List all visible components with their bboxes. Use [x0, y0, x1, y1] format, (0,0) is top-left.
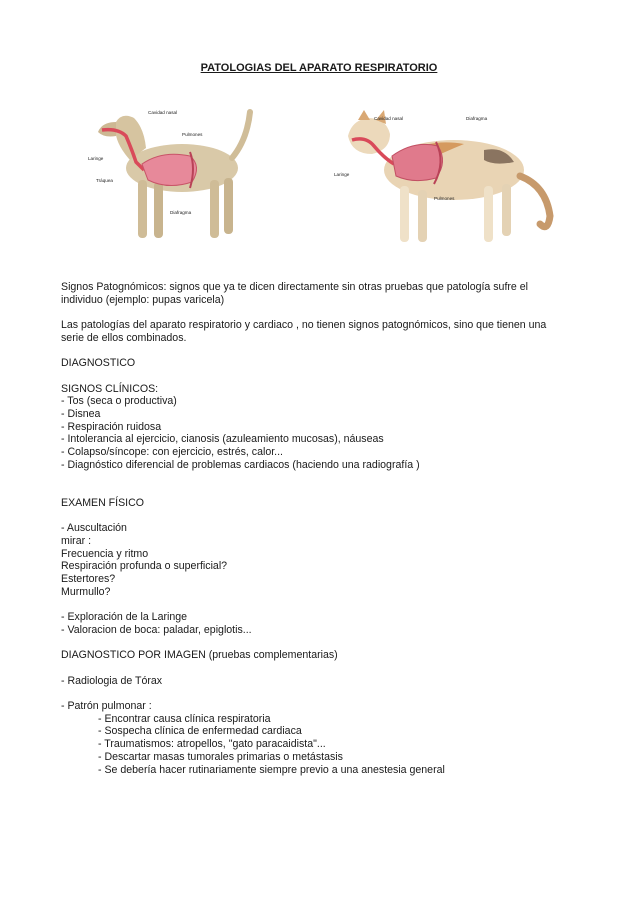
patologias-paragraph	[61, 319, 581, 344]
list-item: - Traumatismos: atropellos, "gato paracaidista"...	[98, 738, 326, 751]
text-line: - Auscultación	[61, 522, 127, 535]
dog-label-cavidad-nasal: Cavidad nasal	[148, 110, 178, 115]
list-item: - Se debería hacer rutinariamente siempre previo a una anestesia general	[98, 763, 445, 776]
signos-paragraph	[61, 281, 581, 306]
document-body	[61, 281, 581, 776]
text-line: Frecuencia y ritmo	[61, 547, 149, 560]
examen-fisico-heading: EXAMEN FÍSICO	[61, 496, 144, 509]
text-line: - Exploración de la Laringe	[61, 611, 188, 624]
page-title: PATOLOGIAS DEL APARATO RESPIRATORIO	[200, 62, 438, 74]
dog-label-pulmones: Pulmones	[182, 132, 203, 137]
diagnostico-imagen-heading: DIAGNOSTICO POR IMAGEN (pruebas complementarias)	[61, 649, 338, 662]
signos-clinicos-heading: SIGNOS CLÍNICOS:	[61, 382, 159, 395]
list-item: - Colapso/síncope: con ejercicio, estrés, calor...	[61, 446, 283, 459]
dog-label-laringe: Laringe	[88, 156, 104, 161]
cat-label-diafragma: Diafragma	[466, 116, 488, 121]
signos-clinicos-list	[61, 395, 581, 471]
text-line: Estertores?	[61, 573, 116, 586]
cat-label-laringe: Laringe	[334, 172, 350, 177]
list-item: - Intolerancia al ejercicio, cianosis (azuleamiento mucosas), náuseas	[61, 433, 384, 446]
dog-label-diafragma: Diafragma	[170, 210, 192, 215]
examen-lines	[61, 522, 581, 598]
text-line: - Valoracion de boca: paladar, epiglotis...	[61, 623, 252, 636]
list-item: - Encontrar causa clínica respiratoria	[98, 712, 271, 725]
diagnostico-heading: DIAGNOSTICO	[61, 357, 136, 370]
cat-respiratory-illustration	[334, 106, 564, 252]
text-line: Las patologías del aparato respiratorio y cardiaco , no tienen signos patognómicos, sino que tienen una	[61, 319, 547, 332]
cat-body	[348, 110, 550, 242]
text-line: individuo (ejemplo: pupas varicela)	[61, 293, 225, 306]
list-item: - Descartar masas tumorales primarias o metástasis	[98, 750, 343, 763]
list-item: - Sospecha clínica de enfermedad cardiaca	[98, 725, 302, 738]
text-line: mirar :	[61, 534, 92, 547]
cat-label-pulmones: Pulmones	[434, 196, 455, 201]
list-item: - Diagnóstico diferencial de problemas cardiacos (haciendo una radiografía )	[61, 458, 420, 471]
list-item: - Respiración ruidosa	[61, 420, 162, 433]
text-line: serie de ellos combinados.	[61, 331, 187, 344]
exploracion-lines	[61, 611, 581, 636]
list-item: - Tos (seca o productiva)	[61, 395, 177, 408]
radiologia-line: - Radiologia de Tórax	[61, 674, 163, 687]
patron-pulmonar-list	[61, 713, 581, 777]
list-item: - Disnea	[61, 407, 101, 420]
cat-label-cavidad-nasal: Cavidad nasal	[374, 116, 404, 121]
dog-label-traquea: Tráquea	[96, 178, 113, 183]
dog-respiratory-illustration	[82, 100, 262, 252]
patron-pulmonar-line: - Patrón pulmonar :	[61, 700, 152, 713]
text-line: Murmullo?	[61, 585, 111, 598]
text-line: Signos Patognómicos: signos que ya te dicen directamente sin otras pruebas que patología sufre el	[61, 281, 528, 293]
text-line: Respiración profunda o superficial?	[61, 560, 228, 573]
